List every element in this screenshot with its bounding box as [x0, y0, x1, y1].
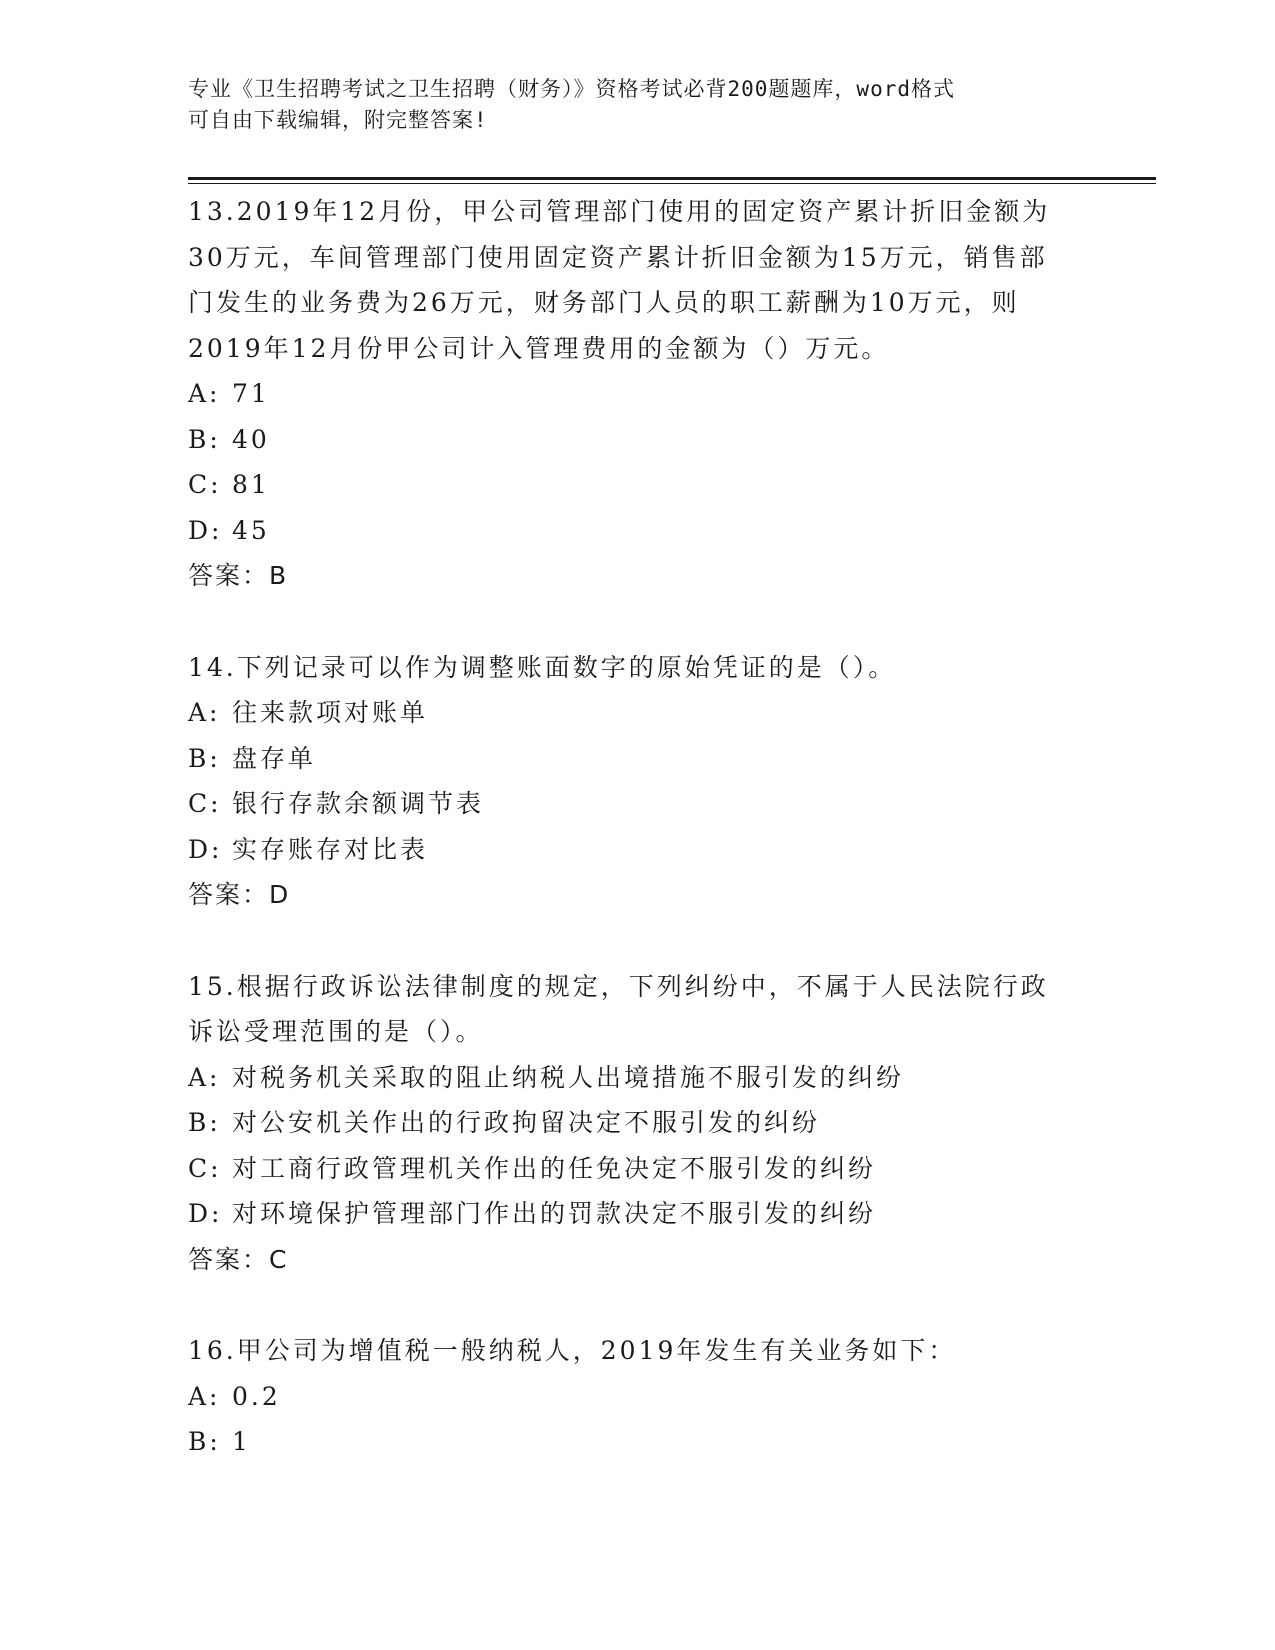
option-b: [188, 736, 1088, 782]
option-key: C:: [188, 1153, 222, 1183]
header-line: 专业《卫生招聘考试之卫生招聘（财务）》资格考试必背200题题库，word格式: [188, 77, 955, 101]
option-c: [188, 1146, 1088, 1192]
document-header: [188, 74, 1088, 136]
question-text-line: 14.下列记录可以作为调整账面数字的原始凭证的是（）。: [188, 652, 897, 682]
question-text: [188, 1328, 1088, 1374]
question-13: [188, 189, 1088, 599]
option-key: C:: [188, 789, 222, 818]
option-key: B:: [188, 424, 221, 454]
question-text: [188, 964, 1088, 1055]
option-d: [188, 827, 1088, 873]
question-text-line: 16.甲公司为增值税一般纳税人，2019年发生有关业务如下：: [188, 1336, 957, 1365]
option-text: 盘存单: [232, 743, 317, 773]
question-text-line: 2019年12月份甲公司计入管理费用的金额为（）万元。: [188, 333, 890, 363]
question-text: [188, 189, 1088, 371]
question-list: [188, 189, 1088, 1465]
option-key: A:: [188, 698, 221, 727]
option-b: [188, 1419, 1088, 1465]
option-b: [188, 417, 1088, 463]
option-c: [188, 781, 1088, 827]
option-text: 45: [232, 515, 270, 545]
option-text: 往来款项对账单: [232, 698, 429, 727]
option-text: 71: [232, 379, 270, 408]
answer-label: 答案：B: [188, 561, 289, 590]
option-key: A:: [188, 1062, 221, 1092]
option-text: 银行存款余额调节表: [232, 789, 485, 818]
question-15: [188, 964, 1088, 1283]
question-text-line: 13.2019年12月份，甲公司管理部门使用的固定资产累计折旧金额为: [188, 197, 1051, 226]
option-text: 对环境保护管理部门作出的罚款决定不服引发的纠纷: [232, 1199, 877, 1228]
header-line: 可自由下载编辑，附完整答案!: [188, 108, 488, 132]
header-divider: [188, 177, 1156, 180]
question-text-line: 30万元，车间管理部门使用固定资产累计折旧金额为15万元，销售部: [188, 242, 1048, 272]
option-d: [188, 508, 1088, 554]
header-divider-thin: [188, 183, 1156, 184]
option-text: 对工商行政管理机关作出的任免决定不服引发的纠纷: [232, 1153, 877, 1183]
option-key: D:: [188, 1199, 223, 1228]
option-text: 0.2: [232, 1381, 281, 1411]
option-text: 1: [232, 1427, 251, 1456]
option-key: D:: [188, 515, 223, 545]
option-key: A:: [188, 1381, 221, 1411]
question-text-line: 诉讼受理范围的是（）。: [188, 1017, 484, 1046]
spacer: [188, 918, 1088, 964]
option-key: B:: [188, 1427, 221, 1456]
option-a: [188, 690, 1088, 736]
question-text: [188, 645, 1088, 691]
option-d: [188, 1191, 1088, 1237]
option-text: 对税务机关采取的阻止纳税人出境措施不服引发的纠纷: [232, 1062, 905, 1092]
option-a: [188, 1055, 1088, 1101]
answer-label: 答案：D: [188, 880, 291, 909]
question-16: [188, 1328, 1088, 1465]
option-key: D:: [188, 834, 223, 864]
option-text: 实存账存对比表: [232, 834, 429, 864]
option-text: 对公安机关作出的行政拘留决定不服引发的纠纷: [232, 1108, 821, 1137]
option-key: C:: [188, 470, 222, 499]
question-text-line: 15.根据行政诉讼法律制度的规定，下列纠纷中，不属于人民法院行政: [188, 971, 1049, 1001]
answer-label: 答案：C: [188, 1244, 289, 1274]
option-c: [188, 462, 1088, 508]
option-a: [188, 1374, 1088, 1420]
spacer: [188, 599, 1088, 645]
option-text: 40: [232, 424, 270, 454]
question-14: [188, 645, 1088, 918]
option-text: 81: [232, 470, 270, 499]
question-text-line: 门发生的业务费为26万元，财务部门人员的职工薪酬为10万元，则: [188, 288, 1020, 317]
option-a: [188, 371, 1088, 417]
option-b: [188, 1100, 1088, 1146]
option-key: B:: [188, 1108, 221, 1137]
spacer: [188, 1282, 1088, 1328]
option-key: A:: [188, 379, 221, 408]
option-key: B:: [188, 743, 221, 773]
